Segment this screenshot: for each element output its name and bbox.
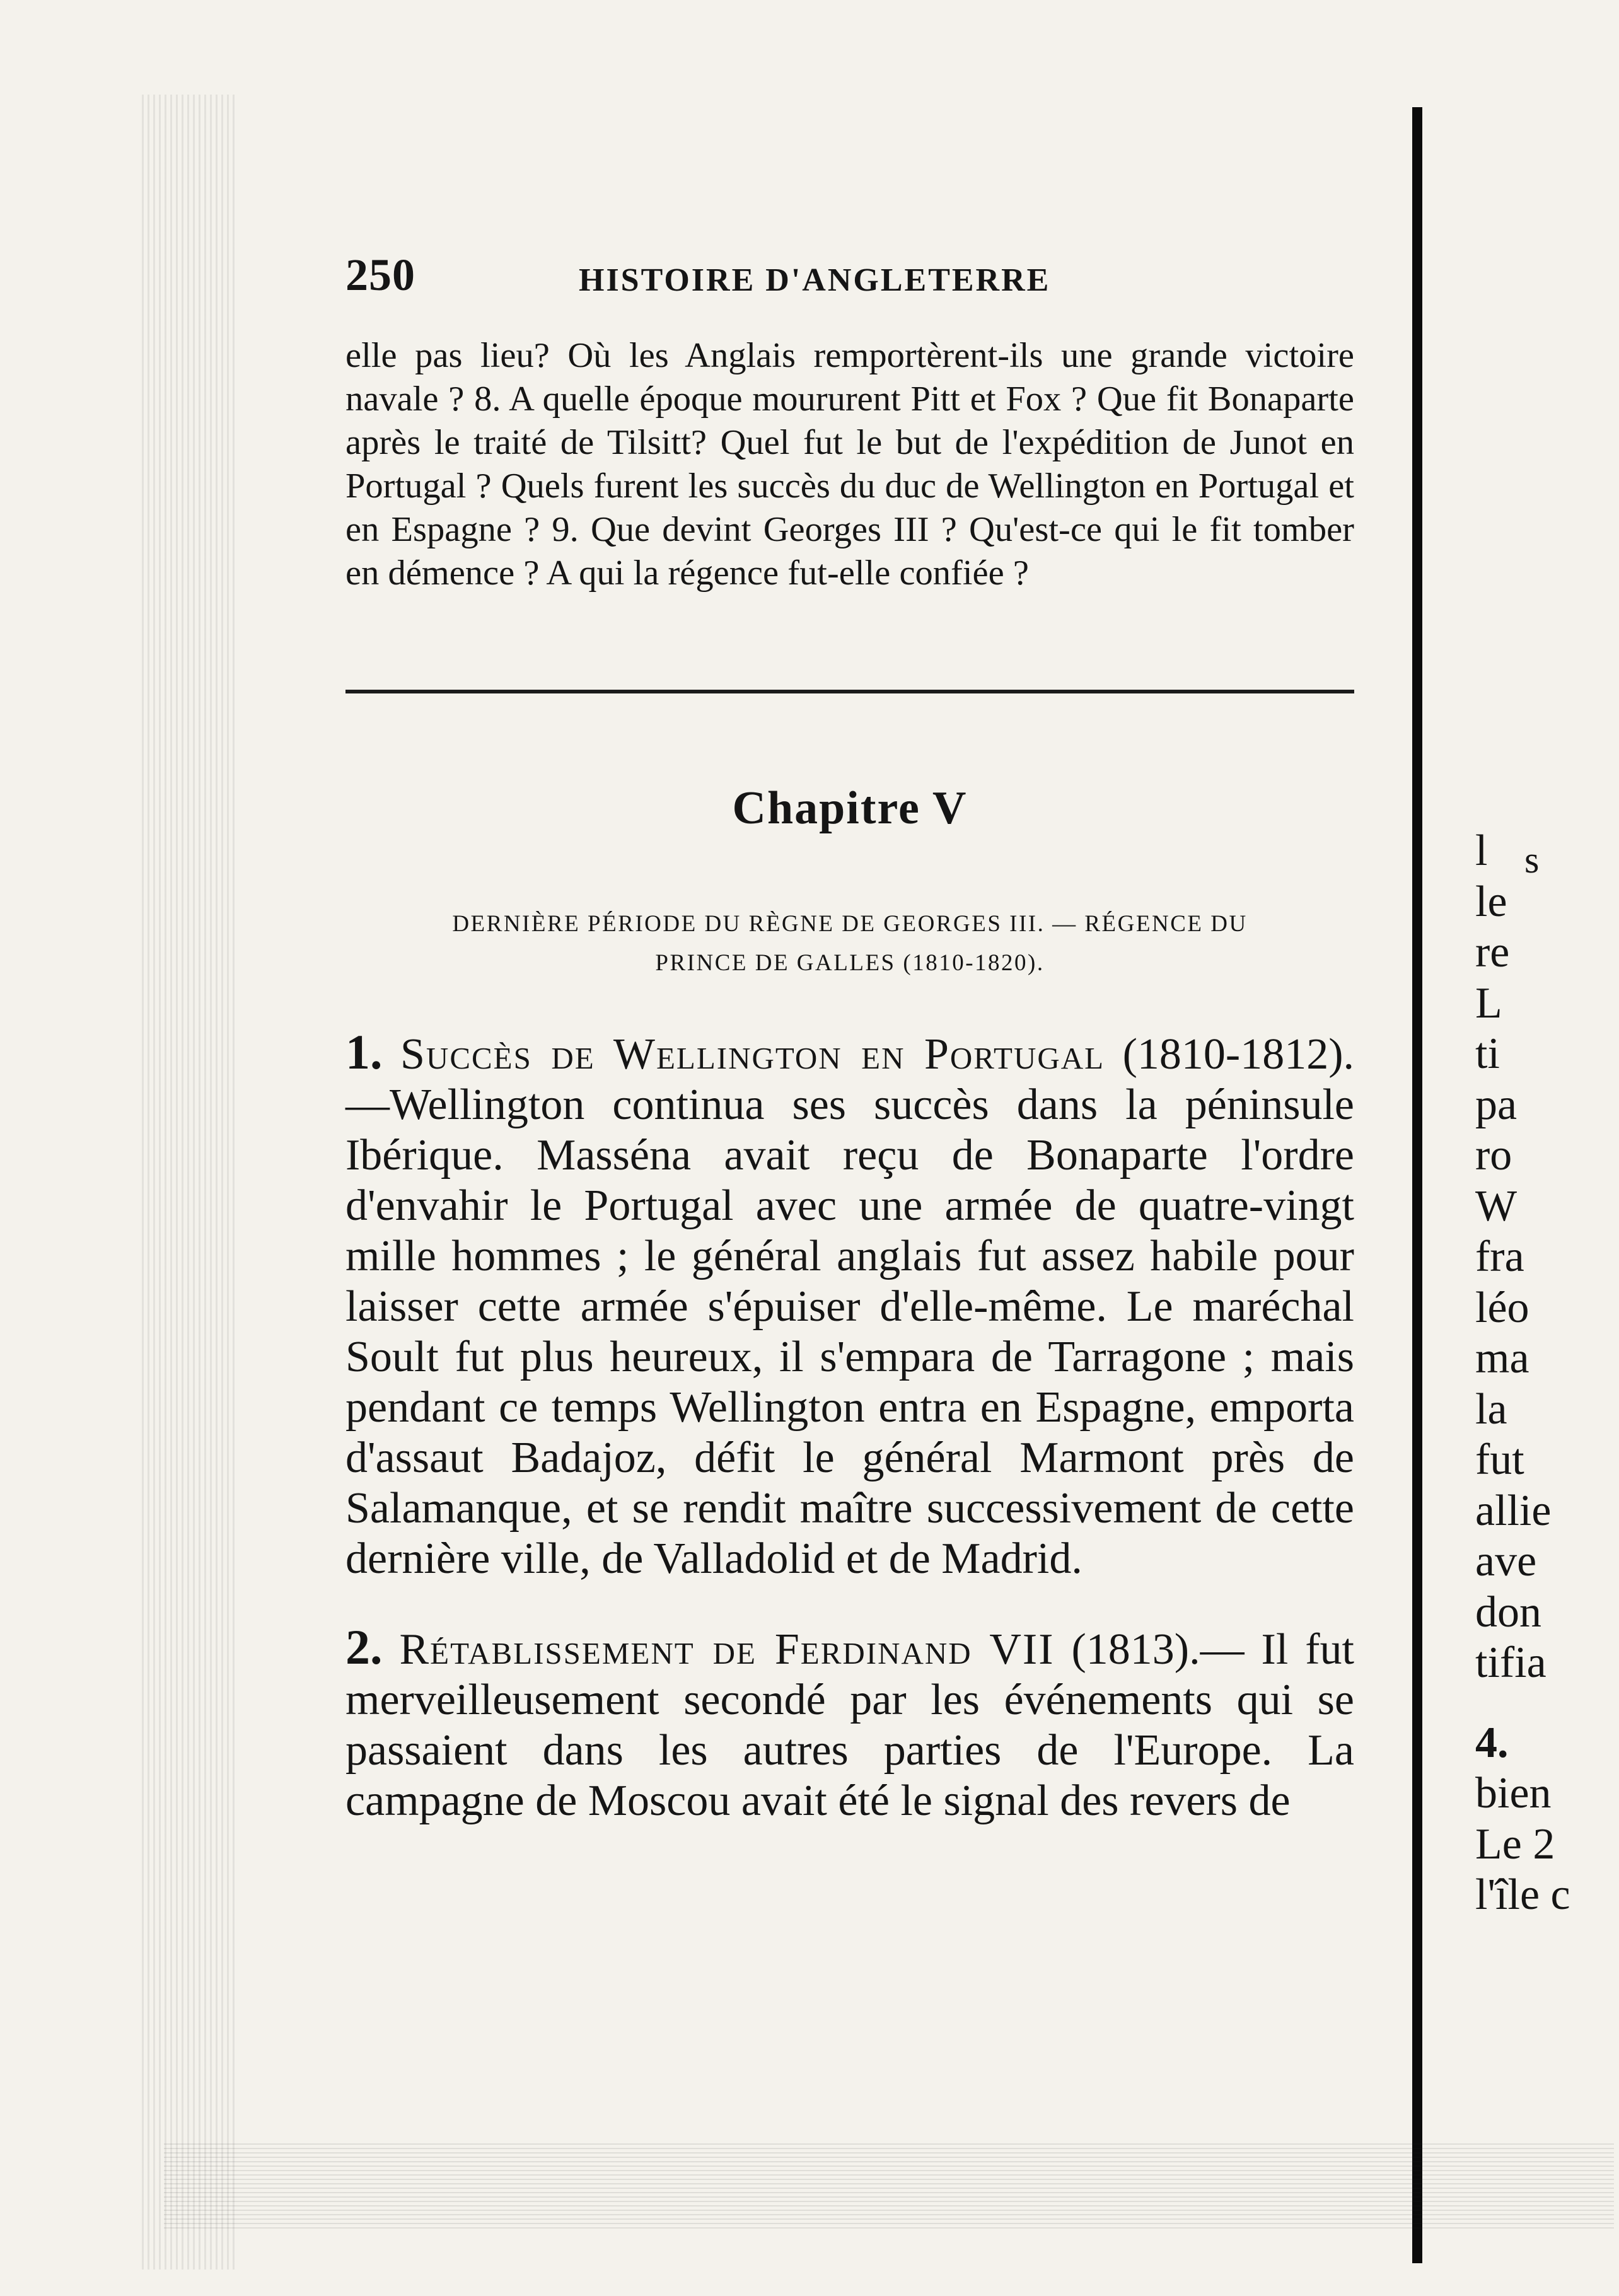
scan-noise [164, 2140, 1614, 2229]
next-page-fragment: l [1475, 826, 1488, 875]
section-divider [345, 690, 1354, 693]
next-page-fragment: 4. [1475, 1718, 1509, 1767]
chapter-subtitle-line: DERNIÈRE PÉRIODE DU RÈGNE DE GEORGES III. — RÉGENCE DU [452, 911, 1248, 937]
next-page-fragment: s [1524, 839, 1540, 881]
page-number: 250 [345, 250, 415, 300]
next-page-fragment: bien [1475, 1769, 1552, 1818]
paragraph-heading: Rétablissement de Ferdinand VII [399, 1625, 1055, 1674]
next-page-fragment: tifia [1475, 1638, 1546, 1687]
next-page-fragment: ti [1475, 1029, 1500, 1078]
binding-gutter [142, 95, 236, 2270]
paragraph-text: — Il fut merveilleusement secondé par les événements qui se passaient dans les autres parties de l'Europe. La campagne de Moscou avait été le signal des revers de [345, 1625, 1355, 1825]
next-page-fragment: W [1475, 1181, 1517, 1231]
next-page-fragment: le [1475, 877, 1507, 926]
next-page-fragment: ave [1475, 1537, 1537, 1586]
chapter-title: Chapitre V [732, 782, 968, 834]
running-title: HISTOIRE D'ANGLETERRE [579, 262, 1051, 298]
next-page-fragment: allie [1475, 1486, 1552, 1535]
page-content [345, 249, 1354, 1826]
paragraph-heading: Succès de Wellington en Portugal [400, 1030, 1105, 1079]
chapter-subtitle-line: PRINCE DE GALLES (1810-1820). [655, 950, 1045, 976]
paragraph-1 [345, 1024, 1355, 1584]
next-page-fragment: fut [1475, 1435, 1524, 1484]
book-spine-shadow [1412, 107, 1422, 2263]
next-page-fragment: léo [1475, 1283, 1529, 1332]
page-header [345, 249, 1354, 309]
next-page-fragment: l'île c [1475, 1870, 1570, 1919]
next-page-fragment: re [1475, 928, 1510, 977]
next-page-edge [1475, 826, 1619, 1921]
paragraph-2 [345, 1622, 1354, 1826]
paragraph-number: 2. [345, 1620, 383, 1674]
paragraph-date: (1810-1812). [1122, 1030, 1355, 1079]
review-questions: elle pas lieu? Où les Anglais remportèrent-ils une grande victoire navale ? 8. A quelle époque moururent Pitt et Fox ? Que fit Bonaparte après le traité de Tilsitt? Quel fut le but de l'expédition de Junot en Portugal ? Quels furent les succès du duc de Wellington en Portugal et en Espagne ? 9. Que devint Georges III ? Qu'est-ce qui le fit tomber en démence ? A qui la régence fut-elle confiée ? [345, 336, 1354, 593]
next-page-fragment: ma [1475, 1334, 1529, 1383]
paragraph-date: (1813). [1071, 1625, 1200, 1674]
next-page-fragment: L [1475, 978, 1502, 1028]
next-page-fragment: don [1475, 1587, 1541, 1637]
next-page-fragment: fra [1475, 1232, 1524, 1281]
paragraph-number: 1. [345, 1024, 383, 1079]
next-page-fragment: ro [1475, 1131, 1512, 1180]
chapter-subtitle [345, 905, 1354, 983]
next-page-fragment: Le 2 [1475, 1819, 1555, 1869]
paragraph-text: —Wellington continua ses succès dans la péninsule Ibérique. Masséna avait reçu de Bonaparte l'ordre d'envahir le Portugal avec une armée de quatre-vingt mille hommes ; le général anglais fut assez habile pour laisser cette armée s'épuiser d'elle-même. Le maréchal Soult fut plus heureux, il s'empara de Tarragone ; mais pendant ce temps Wellington entra en Espagne, emporta d'assaut Badajoz, défit le général Marmont près de Salamanque, et se rendit maître successivement de cette dernière ville, de Valladolid et de Madrid. [345, 1081, 1354, 1583]
next-page-fragment: pa [1475, 1080, 1517, 1129]
next-page-fragment: la [1475, 1384, 1507, 1434]
